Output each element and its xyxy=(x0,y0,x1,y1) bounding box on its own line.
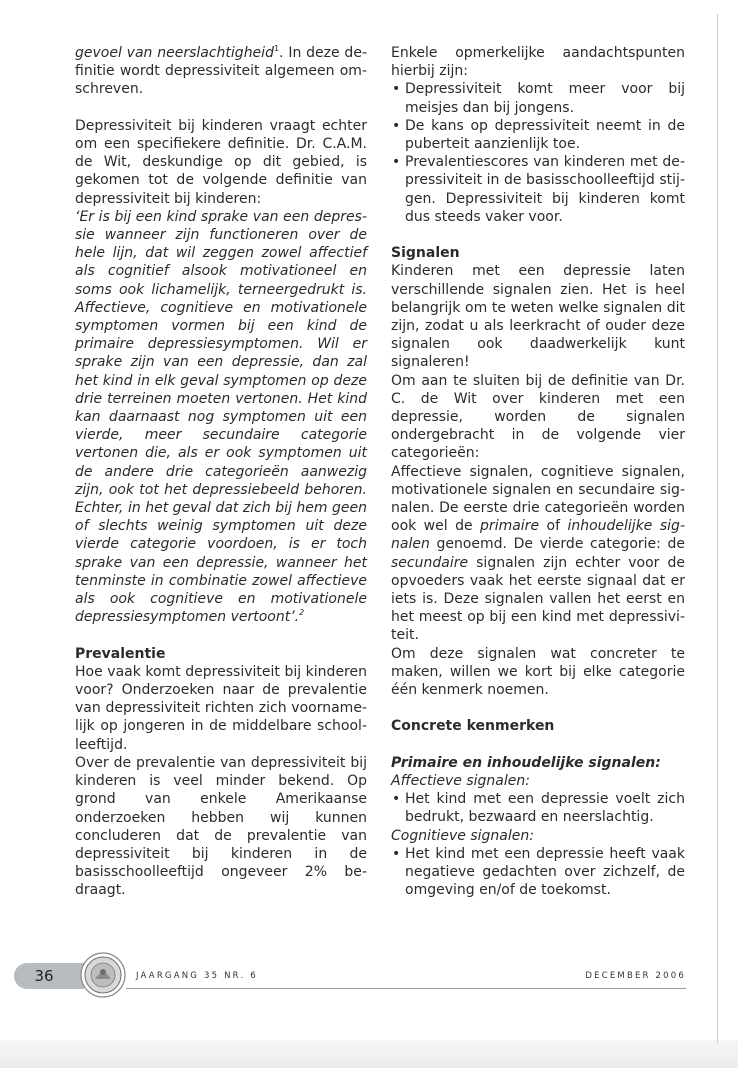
text-run: genoemd. De vierde categorie: de xyxy=(429,536,685,553)
page-bottom-shade xyxy=(0,1040,738,1068)
intro-rest: . In deze definitie wordt depressiviteit algemeen omschreven. xyxy=(75,45,367,98)
emphasis-secundaire: secundaire xyxy=(391,554,469,571)
list-item: • Prevalentiescores van kinderen met depressiviteit in de basisschoolleeftijd stijgen. Depressiviteit bij kinderen komt dus steeds vaker voor. xyxy=(391,153,685,226)
definition-quote xyxy=(75,208,367,627)
emphasis-primaire: primaire xyxy=(480,518,540,535)
heading-primaire-signalen: Primaire en inhoudelijke signalen: xyxy=(391,754,661,771)
heading-signalen: Signalen xyxy=(391,245,460,262)
subheading-affectieve: Affectieve signalen: xyxy=(391,773,530,790)
signalen-paragraph-1: Kinderen met een depressie laten verschillende signalen zien. Het is heel belangrijk om te weten welke signalen dit zijn, zodat u als leerkracht of ouder deze signalen ook daadwerkelijk kunt signaleren! xyxy=(391,263,685,371)
quote-end: . xyxy=(294,609,300,626)
prevalentie-paragraph-1: Hoe vaak komt depressiviteit bij kinderen voor? Onderzoeken naar de prevalentie van depressiviteit richten zich voornamelijk op jongeren in de middelbare schoolleeftijd. xyxy=(75,663,367,753)
issue-date: DECEMBER 2006 xyxy=(585,971,686,981)
subheading-cognitieve: Cognitieve signalen: xyxy=(391,827,534,844)
prevalentie-paragraph-2: Over de prevalentie van depressiviteit bij kinderen is veel minder bekend. Op grond van enkele Amerikaanse onderzoeken hebben wij kunnen concluderen dat de prevalentie van depressiviteit bij kinderen in de basisschoolleeftijd ongeveer 2% bedraagt. xyxy=(75,754,367,899)
text-run: signalen zijn echter voor de opvoeders vaak het eerste signaal dat er iets is. Deze signalen vallen het eerst en het meest op bij een kind met depressiviteit. xyxy=(391,554,685,644)
signalen-paragraph-2: Om aan te sluiten bij de definitie van Dr. C. de Wit over kinderen met een depressie, worden de signalen ondergebracht in de volgende vier categorieën: xyxy=(391,372,685,462)
footnote-ref-2: 2 xyxy=(299,608,305,618)
signalen-paragraph-3 xyxy=(391,463,685,645)
text-run: Affectieve signalen, cognitieve signalen, motivationele signalen en secundaire signalen. De eerste drie categorieën worden ook wel de xyxy=(391,463,685,535)
emphasis-inhoudelijke: inhoudelijke signalen xyxy=(391,518,685,553)
heading-prevalentie: Prevalentie xyxy=(75,645,166,662)
footnote-ref-1: 1 xyxy=(273,44,280,53)
cognitieve-list xyxy=(391,845,685,900)
aandachtspunten-list xyxy=(391,80,685,226)
affectieve-list xyxy=(391,790,685,826)
aandachtspunten-intro: Enkele opmerkelijke aandachtspunten hierbij zijn: xyxy=(391,45,685,80)
list-item: • Depressiviteit komt meer voor bij meisjes dan bij jongens. xyxy=(391,80,685,116)
intro-italic: gevoel van neerslachtigheid xyxy=(75,45,274,61)
page-number: 36 xyxy=(34,967,54,985)
journal-issue: JAARGANG 35 NR. 6 xyxy=(136,971,258,981)
page-edge-rule xyxy=(717,14,718,1044)
signalen-paragraph-4: Om deze signalen wat concreter te maken, willen we kort bij elke categorie één kenmerk noemen. xyxy=(391,645,685,699)
intro-paragraph xyxy=(75,44,367,99)
list-item: • Het kind met een depressie heeft vaak negatieve gedachten over zichzelf, de omgeving en/of de toekomst. xyxy=(391,845,685,900)
right-column xyxy=(391,44,685,900)
heading-concrete-kenmerken: Concrete kenmerken xyxy=(391,718,555,735)
list-item: • De kans op depressiviteit neemt in de puberteit aanzienlijk toe. xyxy=(391,117,685,153)
list-item: • Het kind met een depressie voelt zich bedrukt, bezwaard en neerslachtig. xyxy=(391,790,685,826)
quote-text: ‘Er is bij een kind sprake van een depressie wanneer zijn functioneren over de hele lijn, dat wil zeggen zowel affectief als cognitief alsook motivationeel en soms ook lichamelijk, terneergedrukt is. Affectieve, cognitieve en motivationele symptomen vormen bij een kind de primaire depressiesymptomen. Wil er sprake zijn van een depressie, dan zal het kind in elk geval symptomen op deze drie terreinen moeten vertonen. Het kind kan daarnaast nog symptomen uit een vierde, meer secundaire categorie vertonen die, als er ook symptomen uit de andere drie categorieën aanwezig zijn, ook tot het depressiebeeld behoren. Echter, in het geval dat zich bij hem geen of slechts weinig symptomen uit deze vierde categorie voordoen, is er toch sprake van een depressie, wanneer het tenminste in combinatie zowel affectieve als ook cognitieve en motivationele depressiesymptomen vertoont’ xyxy=(75,208,367,626)
text-run: of xyxy=(539,518,568,535)
definition-intro-paragraph: Depressiviteit bij kinderen vraagt echter om een specifiekere definitie. Dr. C.A.M. de Wit, deskundige op dit gebied, is gekomen tot de volgende definitie van depressiviteit bij kinderen: xyxy=(75,117,367,207)
left-column xyxy=(75,44,367,900)
journal-seal-icon xyxy=(80,952,126,998)
footer-rule xyxy=(126,988,686,989)
